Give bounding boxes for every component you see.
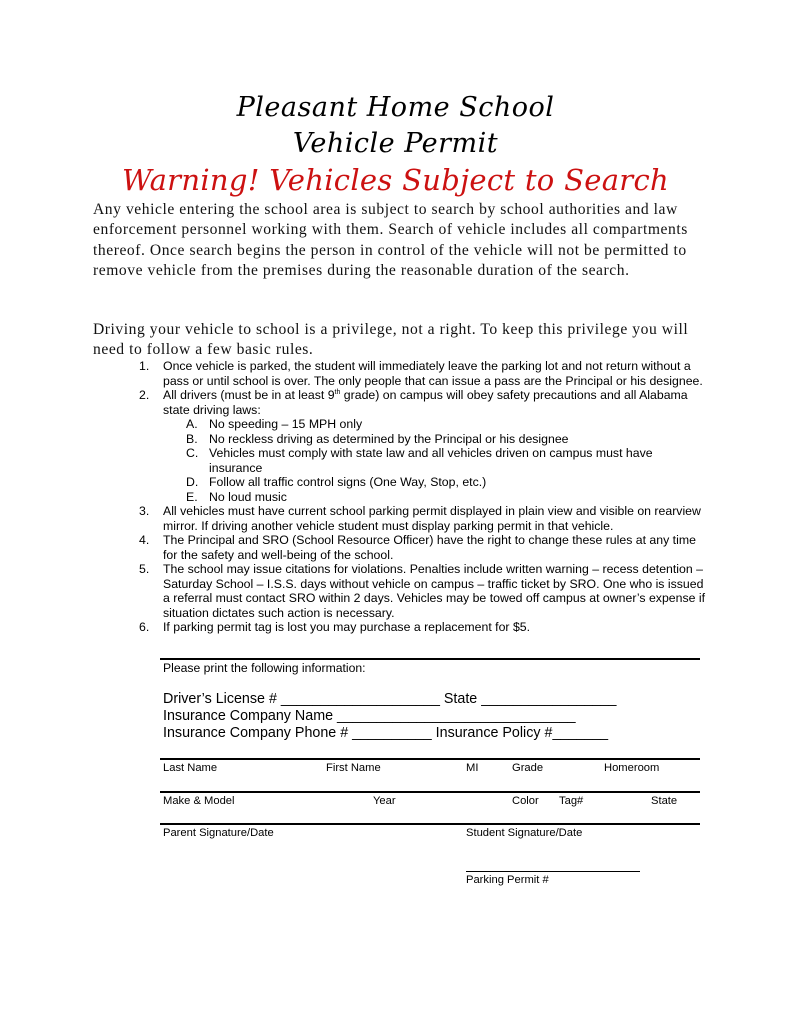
rule-text: All vehicles must have current school parking permit displayed in plain view and visible on rearview mirror. If driving another vehicle student must display parking permit in that vehicle.	[163, 504, 701, 533]
parking-permit-line[interactable]	[466, 871, 640, 872]
form-divider	[160, 658, 700, 660]
signature-line[interactable]	[160, 823, 700, 825]
rule-text: The school may issue citations for violations. Penalties include written warning – recess detention – Saturday School – I.S.S. days without vehicle on campus – traffic ticket by SRO. One who is issued a referral must contact SRO within 2 days. Vehicles may be towed off campus at owner’s expense if situation dictates such action is necessary.	[163, 562, 706, 620]
rule-number: 6.	[139, 620, 150, 634]
school-name-title: Pleasant Home School	[236, 92, 555, 123]
rule-text: The Principal and SRO (School Resource Officer) have the right to change these rules at any time for the safety and well-being of the school.	[163, 533, 696, 562]
search-policy-paragraph: Any vehicle entering the school area is subject to search by school authorities and law enforcement personnel working with them. Search of vehicle includes all compartments thereof. Once search begins the person in control of the vehicle will not be permitted to remove vehicle from the premises during the reasonable duration of the search.	[93, 201, 688, 279]
rule-text: All drivers (must be in at least 9th grade) on campus will obey safety precautions and all Alabama state driving laws:	[163, 388, 688, 417]
driving-law-item	[186, 432, 706, 447]
rule-item	[136, 504, 706, 533]
student-info-line[interactable]	[160, 758, 700, 760]
form-instruction: Please print the following information:	[163, 661, 366, 675]
rule-item	[136, 359, 706, 388]
law-text: No reckless driving as determined by the Principal or his designee	[209, 431, 569, 446]
rule-item	[136, 388, 706, 504]
parent-signature-label: Parent Signature/Date	[163, 827, 274, 839]
rule-item	[136, 533, 706, 562]
insurance-phone-policy-field[interactable]: Insurance Company Phone # __________ Insurance Policy #_______	[163, 725, 609, 741]
year-label: Year	[373, 795, 396, 807]
law-text: No speeding – 15 MPH only	[209, 417, 363, 431]
driving-law-item	[186, 490, 706, 505]
student-signature-label: Student Signature/Date	[466, 827, 583, 839]
law-letter: A.	[186, 417, 198, 431]
parking-permit-label: Parking Permit #	[466, 874, 549, 886]
rule-text: If parking permit tag is lost you may purchase a replacement for $5.	[163, 620, 531, 634]
search-warning-heading: Warning! Vehicles Subject to Search	[122, 163, 669, 197]
law-letter: C.	[186, 446, 199, 460]
law-text: No loud music	[209, 489, 287, 504]
tag-label: Tag#	[559, 795, 584, 807]
color-label: Color	[512, 795, 539, 807]
law-letter: E.	[186, 489, 198, 504]
insurance-company-field[interactable]: Insurance Company Name ______________________________	[163, 708, 576, 724]
law-text: Follow all traffic control signs (One Way, Stop, etc.)	[209, 475, 487, 489]
grade-label: Grade	[512, 762, 544, 774]
drivers-license-field[interactable]: Driver’s License # ____________________ State _________________	[163, 691, 617, 707]
first-name-label: First Name	[326, 762, 381, 774]
rules-list	[136, 359, 706, 635]
rule-number: 1.	[139, 359, 150, 373]
rule-item	[136, 620, 706, 635]
rule-number: 2.	[139, 388, 150, 402]
homeroom-label: Homeroom	[604, 762, 660, 774]
privilege-paragraph: Driving your vehicle to school is a privilege, not a right. To keep this privilege you will need to follow a few basic rules.	[93, 321, 689, 359]
driving-law-item	[186, 446, 706, 475]
state-label: State	[651, 795, 678, 807]
law-letter: B.	[186, 431, 198, 446]
mi-label: MI	[466, 762, 479, 774]
make-model-label: Make & Model	[163, 795, 235, 807]
law-letter: D.	[186, 475, 199, 489]
driving-laws-list	[186, 417, 706, 504]
vehicle-info-line[interactable]	[160, 791, 700, 793]
rule-item	[136, 562, 706, 620]
rule-number: 3.	[139, 504, 150, 518]
permit-title: Vehicle Permit	[292, 128, 499, 159]
rule-number: 4.	[139, 533, 150, 547]
law-text: Vehicles must comply with state law and all vehicles driven on campus must have insurance	[209, 446, 653, 475]
driving-law-item	[186, 475, 706, 490]
last-name-label: Last Name	[163, 762, 218, 774]
rule-number: 5.	[139, 562, 150, 576]
driving-law-item	[186, 417, 706, 432]
rule-text: Once vehicle is parked, the student will immediately leave the parking lot and not return without a pass or until school is over. The only people that can issue a pass are the Principal or his designee.	[163, 359, 703, 388]
